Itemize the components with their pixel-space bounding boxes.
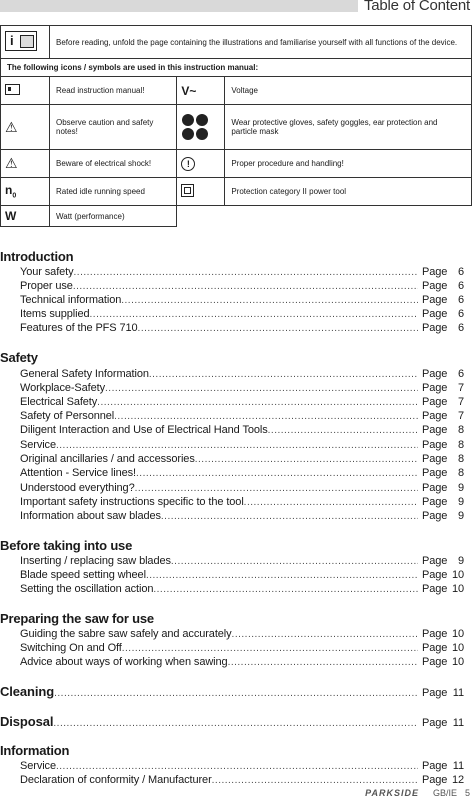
toc-entry[interactable]: Information about saw blades ..... Page 9	[20, 510, 464, 524]
toc-entry[interactable]: Diligent Interaction and Use of Electrical Hand Tools ..... Page 8	[20, 424, 464, 438]
language-code: GB/IE	[432, 788, 457, 798]
toc-entry[interactable]: Technical information ..... Page 6	[20, 294, 464, 308]
toc-entry[interactable]: General Safety Information ..... Page 6	[20, 368, 464, 382]
section-heading: Preparing the saw for use	[0, 611, 154, 626]
toc-entry[interactable]: Safety of Personnel ..... Page 7	[20, 410, 464, 424]
toc-entry[interactable]: Proper use ..... Page 6	[20, 280, 464, 294]
page-title: Table of Content	[363, 0, 470, 14]
toc-entry[interactable]: Setting the oscillation action ..... Page 10	[20, 583, 464, 597]
symbol-desc: Watt (performance)	[50, 206, 177, 227]
symbols-row	[1, 178, 472, 206]
symbols-intro-text: Before reading, unfold the page containing the illustrations and familiarise yourself with all functions of the device.	[50, 26, 472, 59]
ear-protection-icon	[182, 128, 194, 140]
symbols-row	[1, 206, 472, 227]
mask-icon	[196, 128, 208, 140]
book-icon	[1, 77, 50, 105]
toc-entry[interactable]: Switching On and Off ..... Page 10	[20, 642, 464, 656]
toc-entry[interactable]: Workplace-Safety ..... Page 7	[20, 382, 464, 396]
symbols-intro-row	[1, 26, 472, 59]
toc-entry[interactable]: Declaration of conformity / Manufacturer ..... Page 12	[20, 774, 464, 788]
toc-entry[interactable]: Important safety instructions specific to the tool ..... Page 9	[20, 496, 464, 510]
symbol-desc: Observe caution and safety notes!	[50, 105, 177, 150]
page-number: 5	[464, 788, 470, 798]
section-heading: Introduction	[0, 249, 74, 264]
toc-entry[interactable]: Features of the PFS 710 ..... Page 6	[20, 322, 464, 336]
symbol-desc: Proper procedure and handling!	[225, 150, 472, 178]
toc-entry[interactable]: Inserting / replacing saw blades ..... Page 9	[20, 555, 464, 569]
section-heading: Before taking into use	[0, 538, 133, 553]
brand-logo: PARKSIDE	[365, 788, 419, 798]
toc-entry[interactable]: Your safety ..... Page 6	[20, 266, 464, 280]
toc-entry[interactable]: Guiding the sabre saw safely and accurately ..... Page 10	[20, 628, 464, 642]
symbols-caption: The following icons / symbols are used in this instruction manual:	[1, 59, 472, 77]
symbol-desc: Protection category II power tool	[225, 178, 472, 206]
goggles-icon	[196, 114, 208, 126]
symbol-desc: Beware of electrical shock!	[50, 150, 177, 178]
symbol-desc: Voltage	[225, 77, 472, 105]
symbols-row	[1, 105, 472, 150]
voltage-icon: V~	[177, 77, 225, 105]
idle-speed-icon: $n_0$	[1, 178, 50, 206]
toc-entry[interactable]: Advice about ways of working when sawing ..... Page 10	[20, 656, 464, 670]
toc-entry[interactable]: Electrical Safety ..... Page 7	[20, 396, 464, 410]
ppe-icons	[177, 105, 225, 150]
watt-icon: W	[1, 206, 50, 227]
section-heading: Information	[0, 743, 70, 758]
header-bar	[0, 0, 358, 12]
toc-entry[interactable]: Blade speed setting wheel ..... Page 10	[20, 569, 464, 583]
toc-entry-cleaning[interactable]: Cleaning ..... Page 11	[0, 684, 464, 700]
toc-entry[interactable]: Understood everything? ..... Page 9	[20, 482, 464, 496]
electric-shock-icon: ⚠	[1, 150, 50, 178]
page-footer	[365, 788, 470, 798]
symbol-desc: Rated idle running speed	[50, 178, 177, 206]
symbol-desc: Read instruction manual!	[50, 77, 177, 105]
toc-entry[interactable]: Attention - Service lines! ..... Page 8	[20, 467, 464, 481]
symbols-caption-row	[1, 59, 472, 77]
symbols-table	[0, 25, 472, 227]
toc-entry[interactable]: Original ancillaries / and accessories ..... Page 8	[20, 453, 464, 467]
gloves-icon	[182, 114, 194, 126]
toc-entry[interactable]: Service ..... Page 8	[20, 439, 464, 453]
symbols-row	[1, 150, 472, 178]
unfold-book-icon: i	[1, 26, 50, 59]
symbol-desc: Wear protective gloves, safety goggles, ear protection and particle mask	[225, 105, 472, 150]
toc-entry[interactable]: Service ..... Page 11	[20, 760, 464, 774]
toc-entry[interactable]: Items supplied ..... Page 6	[20, 308, 464, 322]
exclamation-circle-icon: !	[177, 150, 225, 178]
double-square-icon	[177, 178, 225, 206]
warning-triangle-icon: ⚠	[1, 105, 50, 150]
symbols-row	[1, 77, 472, 105]
toc-entry-disposal[interactable]: Disposal ..... Page 11	[0, 714, 464, 730]
section-heading: Safety	[0, 350, 38, 365]
